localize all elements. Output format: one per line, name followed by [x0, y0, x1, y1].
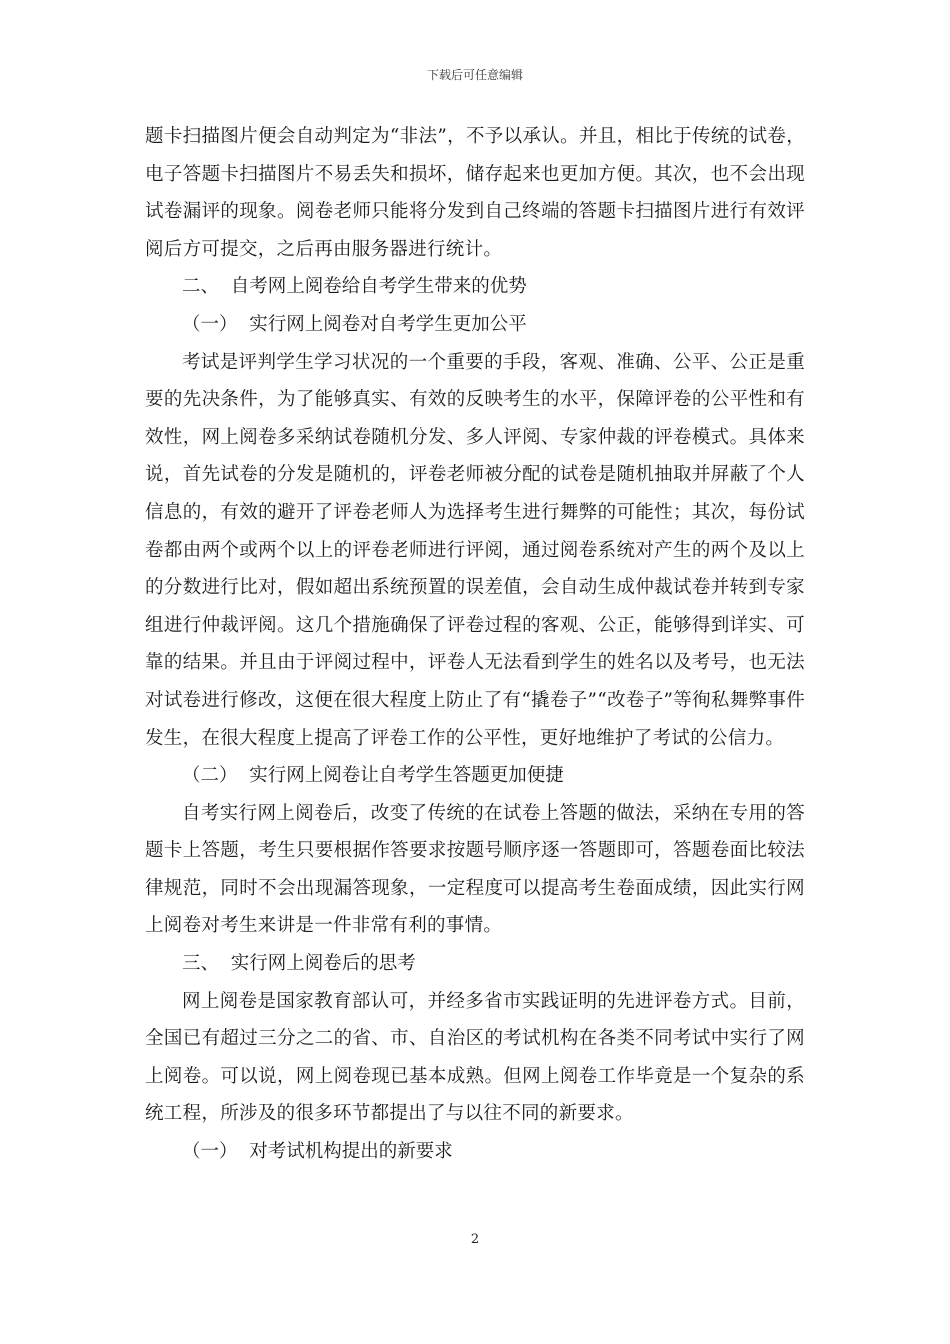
subsection-heading-2-1: （一） 实行网上阅卷对自考学生更加公平: [182, 313, 527, 335]
document-body: [145, 118, 805, 1171]
page-number: 2: [470, 1232, 480, 1247]
paragraph-reflection: 网上阅卷是国家教育部认可，并经多省市实践证明的先进评卷方式。目前，全国已有超过三分之二的省、市、自治区的考试机构在各类不同考试中实行了网上阅卷。可以说，网上阅卷现已基本成熟。但网上阅卷工作毕竟是一个复杂的系统工程，所涉及的很多环节都提出了与以往不同的新要求。: [145, 990, 805, 1125]
section-heading-2: 二、 自考网上阅卷给自考学生带来的优势: [182, 276, 527, 298]
paragraph-continuation: 题卡扫描图片便会自动判定为“非法”，不予以承认。并且，相比于传统的试卷，电子答题卡扫描图片不易丢失和损坏，储存起来也更加方便。其次，也不会出现试卷漏评的现象。阅卷老师只能将分发到自己终端的答题卡扫描图片进行有效评阅后方可提交，之后再由服务器进行统计。: [145, 126, 805, 260]
subsection-heading-2-2: （二） 实行网上阅卷让自考学生答题更加便捷: [182, 765, 564, 787]
paragraph-convenience: 自考实行网上阅卷后，改变了传统的在试卷上答题的做法，采纳在专用的答题卡上答题，考生只要根据作答要求按题号顺序逐一答题即可，答题卷面比较法律规范，同时不会出现漏答现象，一定程度可以提高考生卷面成绩，因此实行网上阅卷对考生来讲是一件非常有利的事情。: [145, 802, 805, 937]
subsection-heading-3-1: （一） 对考试机构提出的新要求: [182, 1141, 453, 1163]
paragraph-fairness: 考试是评判学生学习状况的一个重要的手段，客观、准确、公平、公正是重要的先决条件，为了能够真实、有效的反映考生的水平，保障评卷的公平性和有效性，网上阅卷多采纳试卷随机分发、多人评阅、专家仲裁的评卷模式。具体来说，首先试卷的分发是随机的，评卷老师被分配的试卷是随机抽取并屏蔽了个人信息的，有效的避开了评卷老师人为选择考生进行舞弊的可能性；其次，每份试卷都由两个或两个以上的评卷老师进行评阅，通过阅卷系统对产生的两个及以上的分数进行比对，假如超出系统预置的误差值，会自动生成仲裁试卷并转到专家组进行仲裁评阅。这几个措施确保了评卷过程的客观、公正，能够得到详实、可靠的结果。并且由于评阅过程中，评卷人无法看到学生的姓名以及考号，也无法对试卷进行修改，这便在很大程度上防止了有“撬卷子”“改卷子”等徇私舞弊事件发生，在很大程度上提高了评卷工作的公平性，更好地维护了考试的公信力。: [145, 351, 805, 749]
page-header: 下载后可任意编辑: [426, 68, 523, 82]
section-heading-3: 三、 实行网上阅卷后的思考: [182, 953, 416, 975]
